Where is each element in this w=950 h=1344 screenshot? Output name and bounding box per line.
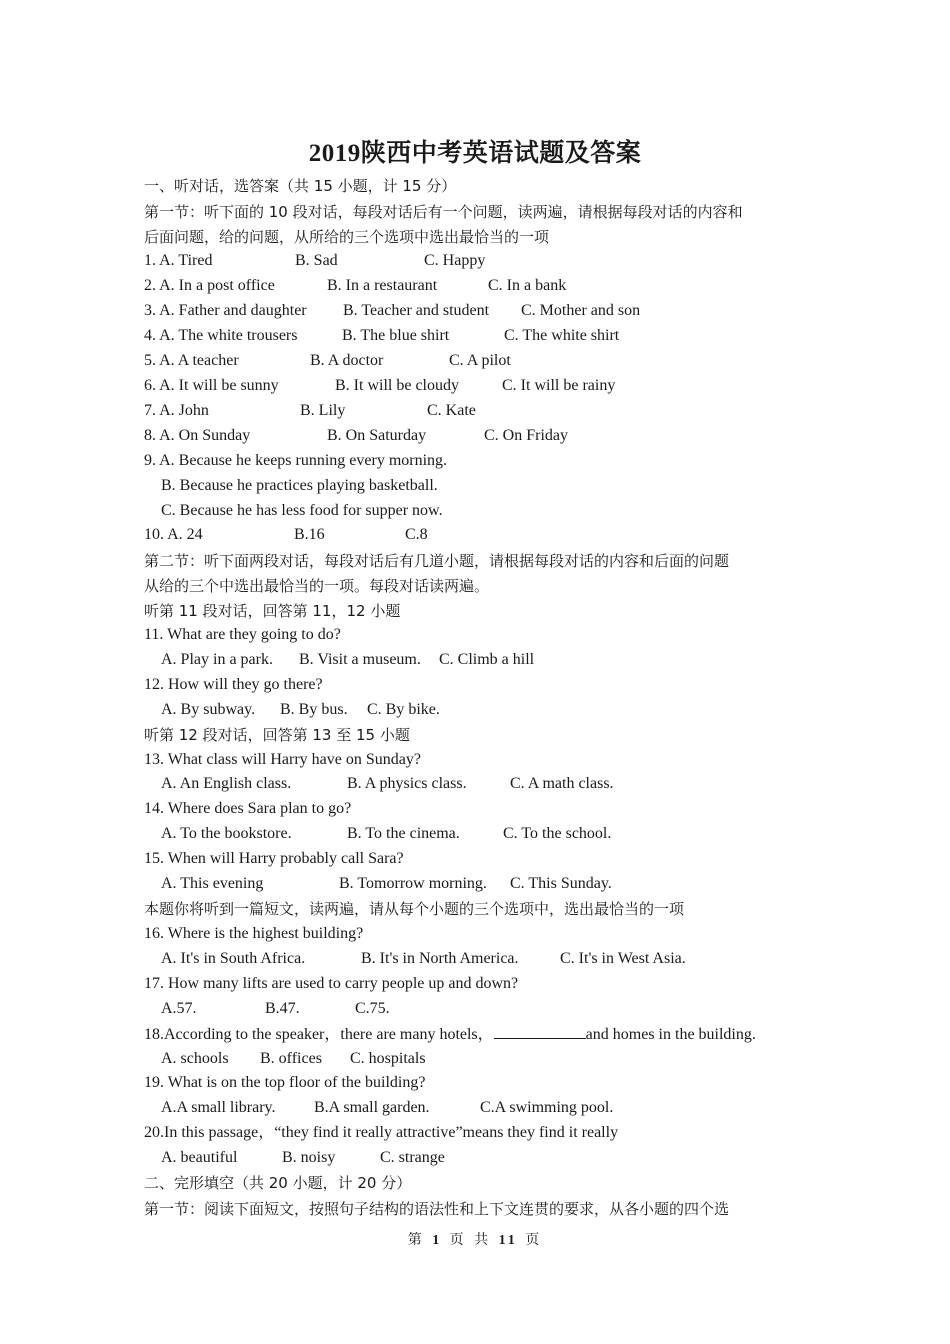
option-a: A. On Sunday (159, 427, 251, 444)
option-b: B. Tomorrow morning. (339, 875, 487, 892)
part2-instructions-line1: 第二节：听下面两段对话，每段对话后有几道小题，请根据每段对话的内容和后面的问题 (144, 552, 730, 570)
total-page-count: 11 (498, 1233, 518, 1248)
option-b: B. It's in North America. (361, 950, 519, 967)
option-a: A. Tired (159, 252, 213, 269)
section1-heading: 一、听对话，选答案（共 15 小题，计 15 分） (144, 177, 457, 195)
option-c: C. It will be rainy (502, 377, 616, 394)
question-5 (144, 351, 844, 371)
option-a: A. To the bookstore. (161, 825, 292, 842)
question-number: 3. (144, 302, 156, 319)
question-7 (144, 401, 844, 421)
option-b: B. A doctor (310, 352, 384, 369)
option-b: B. offices (260, 1050, 322, 1067)
question-9-option-c: C. Because he has less food for supper now. (161, 502, 443, 519)
question-4 (144, 326, 844, 346)
option-b: B. By bus. (280, 701, 348, 718)
option-a: A. John (159, 402, 209, 419)
footer-text: 第 (407, 1232, 425, 1248)
dialog11-heading: 听第 11 段对话，回答第 11，12 小题 (144, 602, 401, 620)
option-c: C. A pilot (449, 352, 511, 369)
question-number: 8. (144, 427, 156, 444)
question-19-options (161, 1098, 761, 1118)
option-a: A. 24 (167, 526, 203, 543)
question-15-stem: 15. When will Harry probably call Sara? (144, 850, 404, 867)
question-number: 7. (144, 402, 156, 419)
question-12-options (161, 700, 761, 720)
question-16-options (161, 949, 761, 969)
option-b: B. Sad (295, 252, 338, 269)
question-11-stem: 11. What are they going to do? (144, 626, 341, 643)
part2-instructions-line2: 从给的三个中选出最恰当的一项。每段对话读两遍。 (144, 577, 490, 595)
question-number: 1. (144, 252, 156, 269)
question-17-options (161, 999, 761, 1019)
stem-text: 18.According to the speaker，there are many hotels， (144, 1026, 494, 1043)
option-c: C. To the school. (503, 825, 612, 842)
option-a: A.57. (161, 1000, 197, 1017)
question-1 (144, 251, 844, 271)
passage-heading: 本题你将听到一篇短文，读两遍，请从每个小题的三个选项中，选出最恰当的一项 (144, 900, 685, 918)
question-11-options (161, 650, 761, 670)
question-17-stem: 17. How many lifts are used to carry people up and down? (144, 975, 519, 992)
option-b: B. It will be cloudy (335, 377, 459, 394)
option-c: C.75. (355, 1000, 390, 1017)
question-number: 5. (144, 352, 156, 369)
option-a: A. beautiful (161, 1149, 238, 1166)
question-20-stem: 20.In this passage，“they find it really attractive”means they find it really (144, 1124, 619, 1141)
option-a: A. It's in South Africa. (161, 950, 306, 967)
part1-instructions-line2: 后面问题，给的问题，从所给的三个选项中选出最恰当的一项 (144, 228, 550, 246)
option-a: A. This evening (161, 875, 264, 892)
option-a: A. Father and daughter (159, 302, 307, 319)
option-b: B. Teacher and student (343, 302, 490, 319)
question-13-options (161, 774, 761, 794)
option-c: C. By bike. (367, 701, 440, 718)
question-number: 9. (144, 452, 156, 469)
option-a: A. A teacher (159, 352, 239, 369)
option-c: C. It's in West Asia. (560, 950, 686, 967)
option-b: B. In a restaurant (327, 277, 438, 294)
option-c: C. Kate (427, 402, 476, 419)
question-20-options (161, 1148, 761, 1168)
question-number: 10. (144, 526, 164, 543)
question-18-options (161, 1049, 761, 1069)
question-number: 6. (144, 377, 156, 394)
option-a: A. schools (161, 1050, 229, 1067)
question-16-stem: 16. Where is the highest building? (144, 925, 364, 942)
option-c: C. On Friday (484, 427, 568, 444)
option-c: C. Mother and son (521, 302, 641, 319)
option-a: A. Play in a park. (161, 651, 273, 668)
question-15-options (161, 874, 761, 894)
option-b: B. To the cinema. (347, 825, 460, 842)
question-12-stem: 12. How will they go there? (144, 676, 323, 693)
question-9-option-b: B. Because he practices playing basketball. (161, 477, 438, 494)
option-b: B. The blue shirt (342, 327, 450, 344)
stem-text: and homes in the building. (585, 1026, 756, 1043)
option-b: B. noisy (282, 1149, 336, 1166)
option-c: C. Climb a hill (439, 651, 535, 668)
option-c: C. A math class. (510, 775, 614, 792)
option-a: A. An English class. (161, 775, 292, 792)
option-c: C. strange (380, 1149, 445, 1166)
footer-text: 页 共 (449, 1232, 492, 1248)
option-b: B.47. (265, 1000, 300, 1017)
option-c: C.A swimming pool. (480, 1099, 614, 1116)
option-c: C. The white shirt (504, 327, 620, 344)
current-page-number: 1 (432, 1233, 443, 1248)
question-number: 4. (144, 327, 156, 344)
page-footer (0, 1229, 950, 1249)
option-b: B.16 (294, 526, 325, 543)
option-a: A. It will be sunny (159, 377, 279, 394)
question-number: 2. (144, 277, 156, 294)
question-9 (144, 451, 447, 471)
option-c: C.8 (405, 526, 428, 543)
option-c: C. hospitals (350, 1050, 426, 1067)
question-6 (144, 376, 844, 396)
section2-heading: 二、完形填空（共 20 小题，计 20 分） (144, 1174, 412, 1192)
answer-blank (494, 1024, 586, 1039)
question-13-stem: 13. What class will Harry have on Sunday? (144, 751, 421, 768)
document-title: 2019陕西中考英语试题及答案 (308, 140, 642, 167)
question-2 (144, 276, 844, 296)
dialog12-heading: 听第 12 段对话，回答第 13 至 15 小题 (144, 726, 410, 744)
question-3 (144, 301, 844, 321)
question-19-stem: 19. What is on the top floor of the building? (144, 1074, 426, 1091)
option-b: B. Visit a museum. (299, 651, 421, 668)
option-c: C. Happy (424, 252, 486, 269)
question-14-stem: 14. Where does Sara plan to go? (144, 800, 352, 817)
question-8 (144, 426, 844, 446)
option-a: A. Because he keeps running every morning. (159, 452, 448, 469)
part1-instructions-line1: 第一节：听下面的 10 段对话，每段对话后有一个问题，读两遍，请根据每段对话的内容和 (144, 203, 743, 221)
question-10 (144, 525, 844, 545)
option-a: A. In a post office (159, 277, 275, 294)
footer-text: 页 (525, 1232, 543, 1248)
option-b: B.A small garden. (314, 1099, 430, 1116)
option-a: A. The white trousers (159, 327, 298, 344)
question-18-stem (144, 1024, 756, 1045)
option-b: B. Lily (300, 402, 346, 419)
question-14-options (161, 824, 761, 844)
option-c: C. In a bank (488, 277, 567, 294)
option-b: B. A physics class. (347, 775, 467, 792)
option-a: A. By subway. (161, 701, 256, 718)
option-a: A.A small library. (161, 1099, 276, 1116)
option-b: B. On Saturday (327, 427, 427, 444)
section2-part1-instructions: 第一节：阅读下面短文，按照句子结构的语法性和上下文连贯的要求，从各小题的四个选 (144, 1200, 730, 1218)
option-c: C. This Sunday. (510, 875, 612, 892)
